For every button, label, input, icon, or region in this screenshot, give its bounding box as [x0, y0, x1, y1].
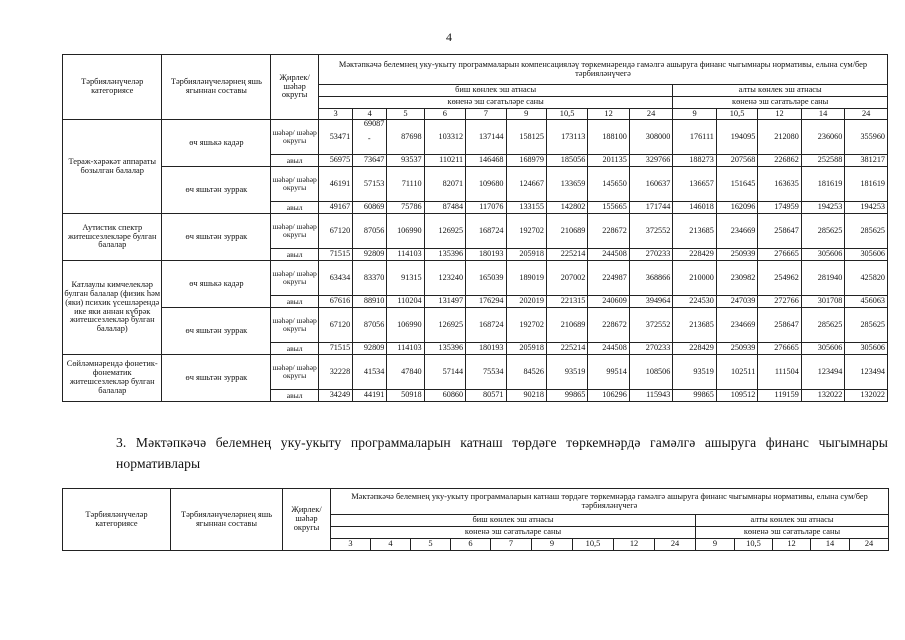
hours-cell: 10,5 [716, 109, 757, 120]
value-cell: 305606 [845, 249, 888, 261]
value-cell: 192702 [506, 214, 546, 249]
value-cell: 194253 [801, 202, 845, 214]
value-cell: 305606 [845, 343, 888, 355]
value-cell: 240609 [588, 296, 629, 308]
value-cell: 308000 [629, 120, 673, 155]
value-cell: 181619 [801, 167, 845, 202]
table-row [63, 308, 888, 343]
value-cell: 212080 [758, 120, 802, 155]
value-cell: 41534 [353, 355, 387, 390]
location-city: шәһәр/ шәһәр округы [271, 214, 319, 249]
value-cell: 228429 [673, 249, 717, 261]
hours-cell: 3 [318, 109, 352, 120]
value-cell: 32228 [318, 355, 352, 390]
header-normative: Мәктәпкәчә белемнең уку-укыту программаларын компенсацияләү төркемнәрендә гамәлгә ашыруга финанс чыгымнары нормативы, елына сум/бер тәрбияләнүчегә [318, 55, 887, 85]
value-cell: 329766 [629, 155, 673, 167]
header-five-day-week: биш көнлек эш атнасы [331, 515, 696, 527]
age-over-three: өч яшьтән зуррак [162, 355, 271, 402]
hours-cell: 12 [614, 539, 655, 551]
value-cell: 56975 [318, 155, 352, 167]
value-cell: 108506 [629, 355, 673, 390]
value-cell: 368866 [629, 261, 673, 296]
category-musculoskeletal: Тераж-хәрәкәт аппараты бозылган балалар [63, 120, 162, 214]
value-cell: 355960 [845, 120, 888, 155]
value-cell: 71515 [318, 343, 352, 355]
value-cell: 162096 [716, 202, 757, 214]
value-cell: 210689 [546, 214, 587, 249]
category-complex-disorders: Катлаулы кимчелекләр булган балалар (физик һәм (яки) психик үсешләрендә ике яки аннан күбрәк житешсезлекләр булган балалар) [63, 261, 162, 355]
hours-cell: 24 [629, 109, 673, 120]
value-cell: 114103 [387, 343, 424, 355]
value-cell: 99865 [673, 390, 717, 402]
hours-cell: 10,5 [573, 539, 614, 551]
value-cell: 285625 [845, 214, 888, 249]
value-cell: 207002 [546, 261, 587, 296]
value-cell: 176111 [673, 120, 717, 155]
location-village: авыл [271, 296, 319, 308]
value-cell: 53471 [318, 120, 352, 155]
value-cell: 135396 [424, 249, 465, 261]
location-city: шәһәр/ шәһәр округы [271, 120, 319, 155]
value-cell: 181619 [845, 167, 888, 202]
compensating-groups-table [62, 54, 888, 402]
value-cell: 60860 [424, 390, 465, 402]
value-cell: 224987 [588, 261, 629, 296]
hours-cell: 12 [773, 539, 811, 551]
value-cell: 110211 [424, 155, 465, 167]
category-autism: Аутистик спектр житешсезлекләре булган балалар [63, 214, 162, 261]
value-cell: 234669 [716, 308, 757, 343]
value-cell: 305606 [801, 343, 845, 355]
value-cell: 47840 [387, 355, 424, 390]
value-cell: 234669 [716, 214, 757, 249]
hours-cell: 9 [506, 109, 546, 120]
hours-cell: 6 [451, 539, 491, 551]
value-cell: 132022 [801, 390, 845, 402]
hours-cell: 5 [387, 109, 424, 120]
value-cell: 67120 [318, 308, 352, 343]
value-cell: 244508 [588, 343, 629, 355]
location-city: шәһәр/ шәһәр округы [271, 261, 319, 296]
header-location: Җирлек/ шәһәр округы [271, 55, 319, 120]
value-cell: 109512 [716, 390, 757, 402]
value-cell: 213685 [673, 214, 717, 249]
value-cell: 194253 [845, 202, 888, 214]
hours-cell: 24 [655, 539, 696, 551]
value-cell: 145650 [588, 167, 629, 202]
hours-cell: 14 [811, 539, 850, 551]
value-cell: 205918 [506, 249, 546, 261]
value-cell: 91315 [387, 261, 424, 296]
header-location: Җирлек/ шәһәр округы [283, 489, 331, 551]
hours-cell: 7 [466, 109, 506, 120]
value-cell: 84526 [506, 355, 546, 390]
value-cell: 254962 [758, 261, 802, 296]
value-cell: 276665 [758, 249, 802, 261]
header-hours-per-day: көненә эш сәгатьләре саны [696, 527, 889, 539]
value-cell: 250939 [716, 249, 757, 261]
value-cell: 207568 [716, 155, 757, 167]
location-village: авыл [271, 343, 319, 355]
value-cell: 160637 [629, 167, 673, 202]
value-cell: 119159 [758, 390, 802, 402]
value-cell: 236060 [801, 120, 845, 155]
hours-cell: 24 [845, 109, 888, 120]
value-cell: 73647 [353, 155, 387, 167]
hours-cell: 5 [411, 539, 451, 551]
value-cell: 180193 [466, 343, 506, 355]
value-cell: 225214 [546, 343, 587, 355]
value-cell: 93537 [387, 155, 424, 167]
value-cell: 106990 [387, 308, 424, 343]
value-cell: 123494 [845, 355, 888, 390]
value-cell: 131497 [424, 296, 465, 308]
hours-cell: 12 [588, 109, 629, 120]
value-text: 69087 [363, 119, 385, 128]
value-cell: 250939 [716, 343, 757, 355]
value-cell: 60869 [353, 202, 387, 214]
header-five-day-week: биш көнлек эш атнасы [318, 85, 672, 97]
value-cell: 247039 [716, 296, 757, 308]
value-cell: 57144 [424, 355, 465, 390]
value-cell: 133155 [506, 202, 546, 214]
value-cell: 258647 [758, 214, 802, 249]
hours-cell: 14 [801, 109, 845, 120]
value-cell: 126925 [424, 308, 465, 343]
value-cell: 110204 [387, 296, 424, 308]
value-cell: 188100 [588, 120, 629, 155]
value-cell: 285625 [801, 308, 845, 343]
value-cell: 194095 [716, 120, 757, 155]
hours-cell: 9 [532, 539, 573, 551]
value-cell: 305606 [801, 249, 845, 261]
value-cell: 102511 [716, 355, 757, 390]
hours-cell: 4 [371, 539, 411, 551]
hours-cell: 6 [424, 109, 465, 120]
value-cell: 87698 [387, 120, 424, 155]
value-cell: 103312 [424, 120, 465, 155]
value-cell: 425820 [845, 261, 888, 296]
value-cell: 137144 [466, 120, 506, 155]
value-cell: 171744 [629, 202, 673, 214]
value-cell: 158125 [506, 120, 546, 155]
header-age-group: Тәрбияләнүчеләрнең яшь ягыннан составы [171, 489, 283, 551]
hours-cell: 4 [353, 109, 387, 120]
value-cell: 224530 [673, 296, 717, 308]
value-cell: 276665 [758, 343, 802, 355]
value-cell: 71515 [318, 249, 352, 261]
value-cell: 57153 [353, 167, 387, 202]
location-village: авыл [271, 390, 319, 402]
value-cell: 202019 [506, 296, 546, 308]
value-cell: 80571 [466, 390, 506, 402]
page-number: 4 [446, 30, 452, 44]
hours-cell: 12 [758, 109, 802, 120]
value-cell: 272766 [758, 296, 802, 308]
header-hours-per-day: көненә эш сәгатьләре саны [331, 527, 696, 539]
mixed-groups-table [62, 488, 889, 551]
value-cell: 228672 [588, 308, 629, 343]
dash-mark: - [367, 133, 371, 143]
value-cell: 285625 [801, 214, 845, 249]
hours-cell: 10,5 [735, 539, 773, 551]
value-cell: 244508 [588, 249, 629, 261]
value-cell: 87484 [424, 202, 465, 214]
value-cell: 99514 [588, 355, 629, 390]
value-cell: 88910 [353, 296, 387, 308]
value-cell: 82071 [424, 167, 465, 202]
value-cell: 225214 [546, 249, 587, 261]
value-cell: 92809 [353, 343, 387, 355]
header-hours-per-day: көненә эш сәгатьләре саны [318, 97, 672, 109]
value-cell: 123494 [801, 355, 845, 390]
value-cell: 155665 [588, 202, 629, 214]
hours-cell: 9 [673, 109, 717, 120]
value-cell: 210000 [673, 261, 717, 296]
value-cell: 394964 [629, 296, 673, 308]
value-cell: 230982 [716, 261, 757, 296]
value-cell: 228429 [673, 343, 717, 355]
value-cell: 63434 [318, 261, 352, 296]
value-cell: 133659 [546, 167, 587, 202]
value-cell: 34249 [318, 390, 352, 402]
value-cell: 106296 [588, 390, 629, 402]
value-cell: 168724 [466, 308, 506, 343]
value-cell: 210689 [546, 308, 587, 343]
location-village: авыл [271, 155, 319, 167]
value-cell: 142802 [546, 202, 587, 214]
value-cell: 75534 [466, 355, 506, 390]
value-cell: 270233 [629, 343, 673, 355]
header-six-day-week: алты көнлек эш атнасы [673, 85, 888, 97]
category-speech-disorders: Сөйләмнәрендә фонетик-фонематик житешсезлекләр булган балалар [63, 355, 162, 402]
section-3-heading: 3. Мәктәпкәчә белемнең уку-укыту программаларын катнаш төрдәге төркемнәрдә гамәлгә ашыруга финанс чыгымнары нормативлары [116, 435, 888, 471]
value-cell: 173113 [546, 120, 587, 155]
value-cell: 93519 [546, 355, 587, 390]
value-cell: 270233 [629, 249, 673, 261]
value-cell: 185056 [546, 155, 587, 167]
value-cell: 174959 [758, 202, 802, 214]
value-cell: 49167 [318, 202, 352, 214]
value-cell: 67616 [318, 296, 352, 308]
header-six-day-week: алты көнлек эш атнасы [696, 515, 889, 527]
header-age-group: Тәрбияләнүчеләрнең яшь ягыннан составы [162, 55, 271, 120]
location-village: авыл [271, 249, 319, 261]
value-cell: 372552 [629, 308, 673, 343]
value-cell: 221315 [546, 296, 587, 308]
value-cell: 115943 [629, 390, 673, 402]
value-cell: 201135 [588, 155, 629, 167]
value-cell: 111504 [758, 355, 802, 390]
value-cell: 226862 [758, 155, 802, 167]
value-cell: 372552 [629, 214, 673, 249]
value-cell: 456063 [845, 296, 888, 308]
table-row [63, 214, 888, 249]
value-cell: 163635 [758, 167, 802, 202]
value-cell: 114103 [387, 249, 424, 261]
value-cell: 135396 [424, 343, 465, 355]
value-cell: 46191 [318, 167, 352, 202]
hours-cell: 3 [331, 539, 371, 551]
value-cell: 285625 [845, 308, 888, 343]
table-row [63, 120, 888, 155]
value-cell: 205918 [506, 343, 546, 355]
age-over-three: өч яшьтән зуррак [162, 214, 271, 261]
location-city: шәһәр/ шәһәр округы [271, 167, 319, 202]
value-cell: 71110 [387, 167, 424, 202]
value-cell: 124667 [506, 167, 546, 202]
value-cell: 146018 [673, 202, 717, 214]
value-cell: 83370 [353, 261, 387, 296]
value-cell: 109680 [466, 167, 506, 202]
hours-cell: 9 [696, 539, 735, 551]
location-city: шәһәр/ шәһәр округы [271, 308, 319, 343]
value-cell: 136657 [673, 167, 717, 202]
header-normative: Мәктәпкәчә белемнең уку-укыту программаларын катнаш төрдәге төркемнәрдә гамәлгә ашыруга финанс чыгымнары нормативы, елына сум/бер тәрбияләнүчегә [331, 489, 889, 515]
value-cell [353, 120, 387, 155]
location-village: авыл [271, 202, 319, 214]
hours-cell: 7 [491, 539, 532, 551]
table-row [63, 261, 888, 296]
value-cell: 301708 [801, 296, 845, 308]
age-under-three: өч яшькә кадәр [162, 261, 271, 308]
value-cell: 189019 [506, 261, 546, 296]
hours-cell: 24 [850, 539, 889, 551]
header-hours-per-day: көненә эш сәгатьләре саны [673, 97, 888, 109]
value-cell: 87056 [353, 308, 387, 343]
value-cell: 151645 [716, 167, 757, 202]
value-cell: 228672 [588, 214, 629, 249]
value-cell: 93519 [673, 355, 717, 390]
value-cell: 188273 [673, 155, 717, 167]
value-cell: 165039 [466, 261, 506, 296]
value-cell: 44191 [353, 390, 387, 402]
table-row [63, 355, 888, 390]
header-category: Тәрбияләнүчеләр категориясе [63, 489, 171, 551]
value-cell: 192702 [506, 308, 546, 343]
value-cell: 281940 [801, 261, 845, 296]
value-cell: 180193 [466, 249, 506, 261]
age-over-three: өч яшьтән зуррак [162, 167, 271, 214]
value-cell: 146468 [466, 155, 506, 167]
value-cell: 132022 [845, 390, 888, 402]
table-row [63, 167, 888, 202]
header-category: Тәрбияләнүчеләр категориясе [63, 55, 162, 120]
value-cell: 50918 [387, 390, 424, 402]
value-cell: 252588 [801, 155, 845, 167]
value-cell: 123240 [424, 261, 465, 296]
location-city: шәһәр/ шәһәр округы [271, 355, 319, 390]
value-cell: 75786 [387, 202, 424, 214]
value-cell: 67120 [318, 214, 352, 249]
hours-cell: 10,5 [546, 109, 587, 120]
value-cell: 381217 [845, 155, 888, 167]
value-cell: 106990 [387, 214, 424, 249]
value-cell: 258647 [758, 308, 802, 343]
age-under-three: өч яшькә кадәр [162, 120, 271, 167]
value-cell: 176294 [466, 296, 506, 308]
age-over-three: өч яшьтән зуррак [162, 308, 271, 355]
value-cell: 92809 [353, 249, 387, 261]
value-cell: 213685 [673, 308, 717, 343]
value-cell: 87056 [353, 214, 387, 249]
value-cell: 99865 [546, 390, 587, 402]
value-cell: 168724 [466, 214, 506, 249]
value-cell: 117076 [466, 202, 506, 214]
value-cell: 168979 [506, 155, 546, 167]
value-cell: 90218 [506, 390, 546, 402]
value-cell: 126925 [424, 214, 465, 249]
